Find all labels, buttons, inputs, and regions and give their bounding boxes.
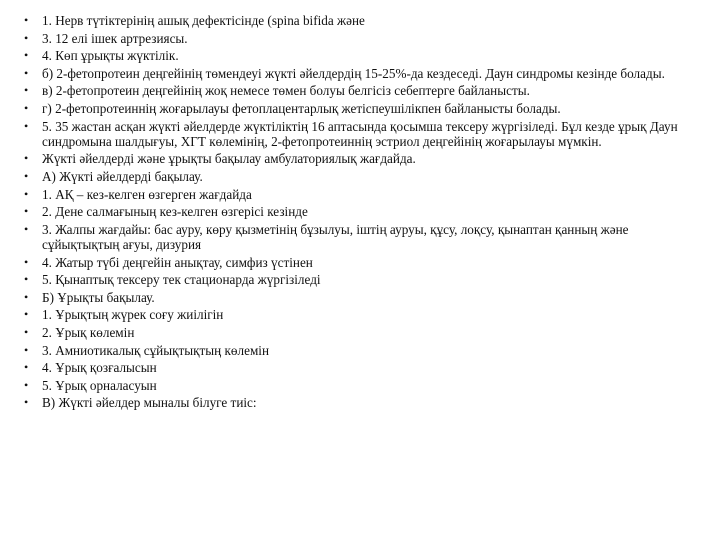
- list-item: [0, 360, 700, 375]
- bullet-icon: •: [24, 48, 29, 63]
- list-item: [0, 290, 700, 305]
- list-item: [0, 101, 700, 116]
- bullet-icon: •: [24, 307, 29, 322]
- bullet-icon: •: [24, 254, 29, 269]
- bullet-icon: •: [24, 83, 29, 98]
- bullet-icon: •: [24, 360, 29, 375]
- bullet-icon: •: [24, 289, 29, 304]
- list-item: [0, 48, 700, 63]
- list-item-text: 3. Жалпы жағдайы: бас ауру, көру қызметінің бұзылуы, іштің ауруы, құсу, лоқсу, қынаптан қанның және сұйықтықтың ағуы, дизурия: [42, 221, 629, 252]
- bullet-icon: •: [24, 342, 29, 357]
- bullet-icon: •: [24, 221, 29, 236]
- list-item-text: г) 2-фетопротеиннің жоғарылауы фетоплацентарлық жетіспеушілікпен байланысты болады.: [42, 100, 561, 116]
- list-item: [0, 272, 700, 287]
- list-item: [0, 204, 700, 219]
- list-item: [0, 395, 700, 410]
- bullet-icon: •: [24, 65, 29, 80]
- bullet-icon: •: [24, 168, 29, 183]
- list-item: [0, 222, 700, 252]
- bullet-icon: •: [24, 272, 29, 287]
- list-item-text: 1. АҚ – кез-келген өзгерген жағдайда: [42, 186, 252, 202]
- bullet-icon: •: [24, 118, 29, 133]
- list-item: [0, 187, 700, 202]
- list-item-text: А) Жүкті әйелдерді бақылау.: [42, 168, 203, 184]
- list-item-text: 2. Дене салмағының кез-келген өзгерісі кезінде: [42, 204, 308, 220]
- list-item-text: 5. Ұрық орналасуын: [42, 377, 157, 393]
- list-item: [0, 325, 700, 340]
- list-item-text: 2. Ұрық көлемін: [42, 324, 135, 340]
- bullet-icon: •: [24, 100, 29, 115]
- bullet-icon: •: [24, 13, 29, 27]
- list-item: [0, 13, 700, 28]
- list-item: [0, 378, 700, 393]
- list-item-text: 1. Ұрықтың жүрек соғу жиілігін: [42, 307, 224, 323]
- list-item: [0, 169, 700, 184]
- list-item: [0, 66, 700, 81]
- bullet-icon: •: [24, 324, 29, 339]
- list-item: [0, 31, 700, 46]
- bullet-icon: •: [24, 204, 29, 219]
- list-item: [0, 307, 700, 322]
- list-item-text: 5. Қынаптық тексеру тек стационарда жүргізіледі: [42, 272, 321, 288]
- bullet-icon: •: [24, 30, 29, 45]
- list-item: [0, 255, 700, 270]
- list-item-text: 3. Амниотикалық сұйықтықтың көлемін: [42, 342, 270, 358]
- bullet-list: [0, 13, 700, 413]
- list-item-text: 3. 12 елі ішек артрезиясы.: [42, 30, 188, 46]
- bullet-icon: •: [24, 186, 29, 201]
- list-item-text: Б) Ұрықты бақылау.: [42, 289, 155, 305]
- list-item-text: Жүкті әйелдерді және ұрықты бақылау амбулаториялық жағдайда.: [42, 151, 416, 167]
- list-item-text: 4. Көп ұрықты жүктілік.: [42, 48, 179, 64]
- bullet-icon: •: [24, 377, 29, 392]
- bullet-icon: •: [24, 151, 29, 166]
- list-item-text: в) 2-фетопротеин деңгейінің жоқ немесе төмен болуы белгісіз себептерге байланысты.: [42, 83, 530, 99]
- list-item: [0, 119, 700, 149]
- list-item: [0, 83, 700, 98]
- list-item-text: В) Жүкті әйелдер мыналы білуге тиіс:: [42, 395, 257, 411]
- list-item-text: 4. Ұрық қозғалысын: [42, 360, 157, 376]
- list-item-text: 4. Жатыр түбі деңгейін анықтау, симфиз үстінен: [42, 254, 313, 270]
- list-item: [0, 343, 700, 358]
- list-item-text: 5. 35 жастан асқан жүкті әйелдерде жүктіліктің 16 аптасында қосымша тексеру жүргізіледі. Бұл кезде ұрық Даун синдромына шалдығуы, ХГТ көлемінің, 2-фетопротеиннің эстриол деңгейінің жоғарылауы мүмкін.: [42, 118, 678, 149]
- bullet-icon: •: [24, 395, 29, 410]
- list-item: [0, 151, 700, 166]
- list-item-text: 1. Нерв түтіктерінің ашық дефектісінде (spina bifida және: [42, 13, 365, 28]
- list-item-text: б) 2-фетопротеин деңгейінің төмендеуі жүкті әйелдердің 15-25%-да кездеседі. Даун синдромы кезінде болады.: [42, 65, 665, 81]
